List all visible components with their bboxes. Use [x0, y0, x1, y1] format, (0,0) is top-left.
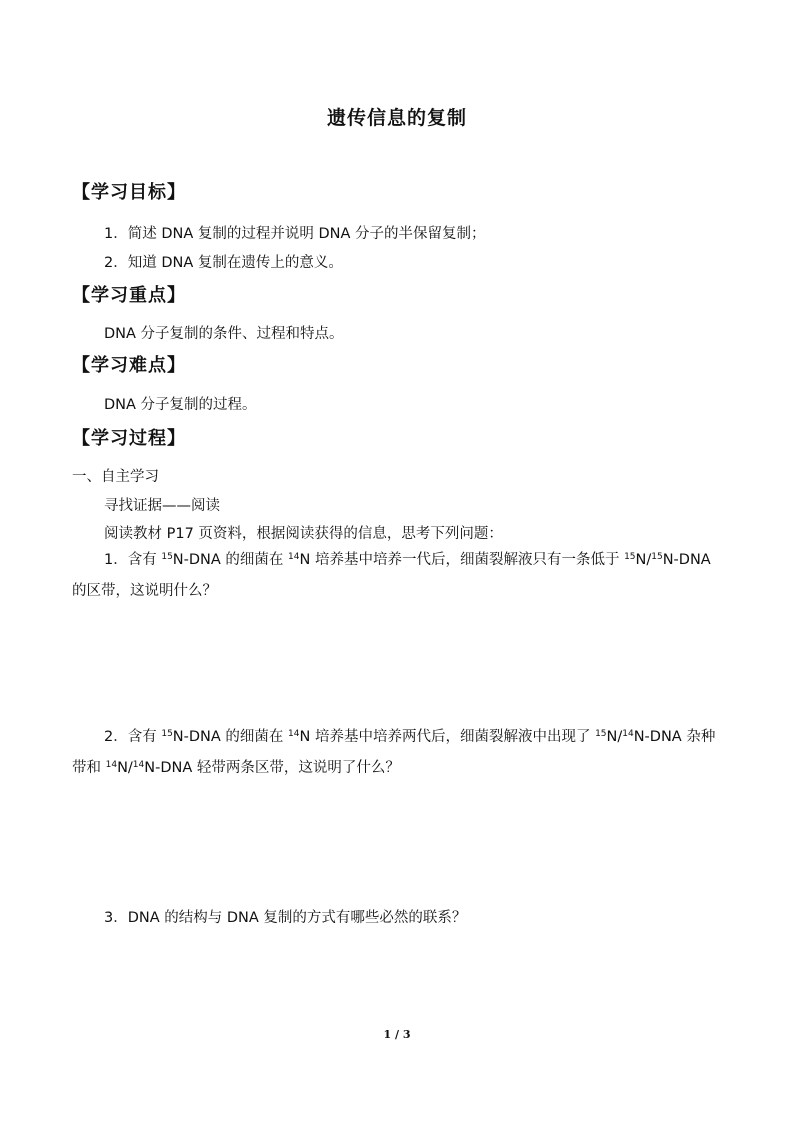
key-points-heading: 【学习重点】 — [72, 285, 186, 306]
objective-item-1: 1．简述 DNA 复制的过程并说明 DNA 分子的半保留复制； — [104, 226, 486, 242]
reading-instruction: 阅读教材 P17 页资料，根据阅读获得的信息，思考下列问题： — [104, 526, 503, 542]
page-number: 1 / 3 — [383, 1028, 411, 1041]
question-1: 1．含有 $^{15}$N-DNA 的细菌在 $^{14}$N 培养基中培养一代后，细菌裂解液只有一条低于 $^{15}$N/$^{15}$N-DNA 的区带，这说明什么？ — [72, 552, 711, 599]
key-points-text: DNA 分子复制的条件、过程和特点。 — [104, 326, 344, 342]
subheading-evidence: 寻找证据——阅读 — [104, 498, 220, 514]
objectives-heading: 【学习目标】 — [72, 182, 186, 203]
section-self-study: 一、自主学习 — [72, 469, 159, 485]
difficulties-heading: 【学习难点】 — [72, 355, 186, 376]
question-2: 2．含有 $^{15}$N-DNA 的细菌在 $^{14}$N 培养基中培养两代后，细菌裂解液中出现了 $^{15}$N/$^{14}$N-DNA 杂种带和 $^{14}$N/$^{14}$N-DNA 轻带两条区带，这说明了什么？ — [72, 729, 716, 776]
process-heading: 【学习过程】 — [72, 428, 186, 449]
objective-item-2: 2．知道 DNA 复制在遗传上的意义。 — [104, 255, 343, 271]
document-title: 遗传信息的复制 — [326, 107, 467, 129]
question-3: 3．DNA 的结构与 DNA 复制的方式有哪些必然的联系？ — [104, 910, 467, 926]
difficulties-text: DNA 分子复制的过程。 — [104, 397, 257, 413]
